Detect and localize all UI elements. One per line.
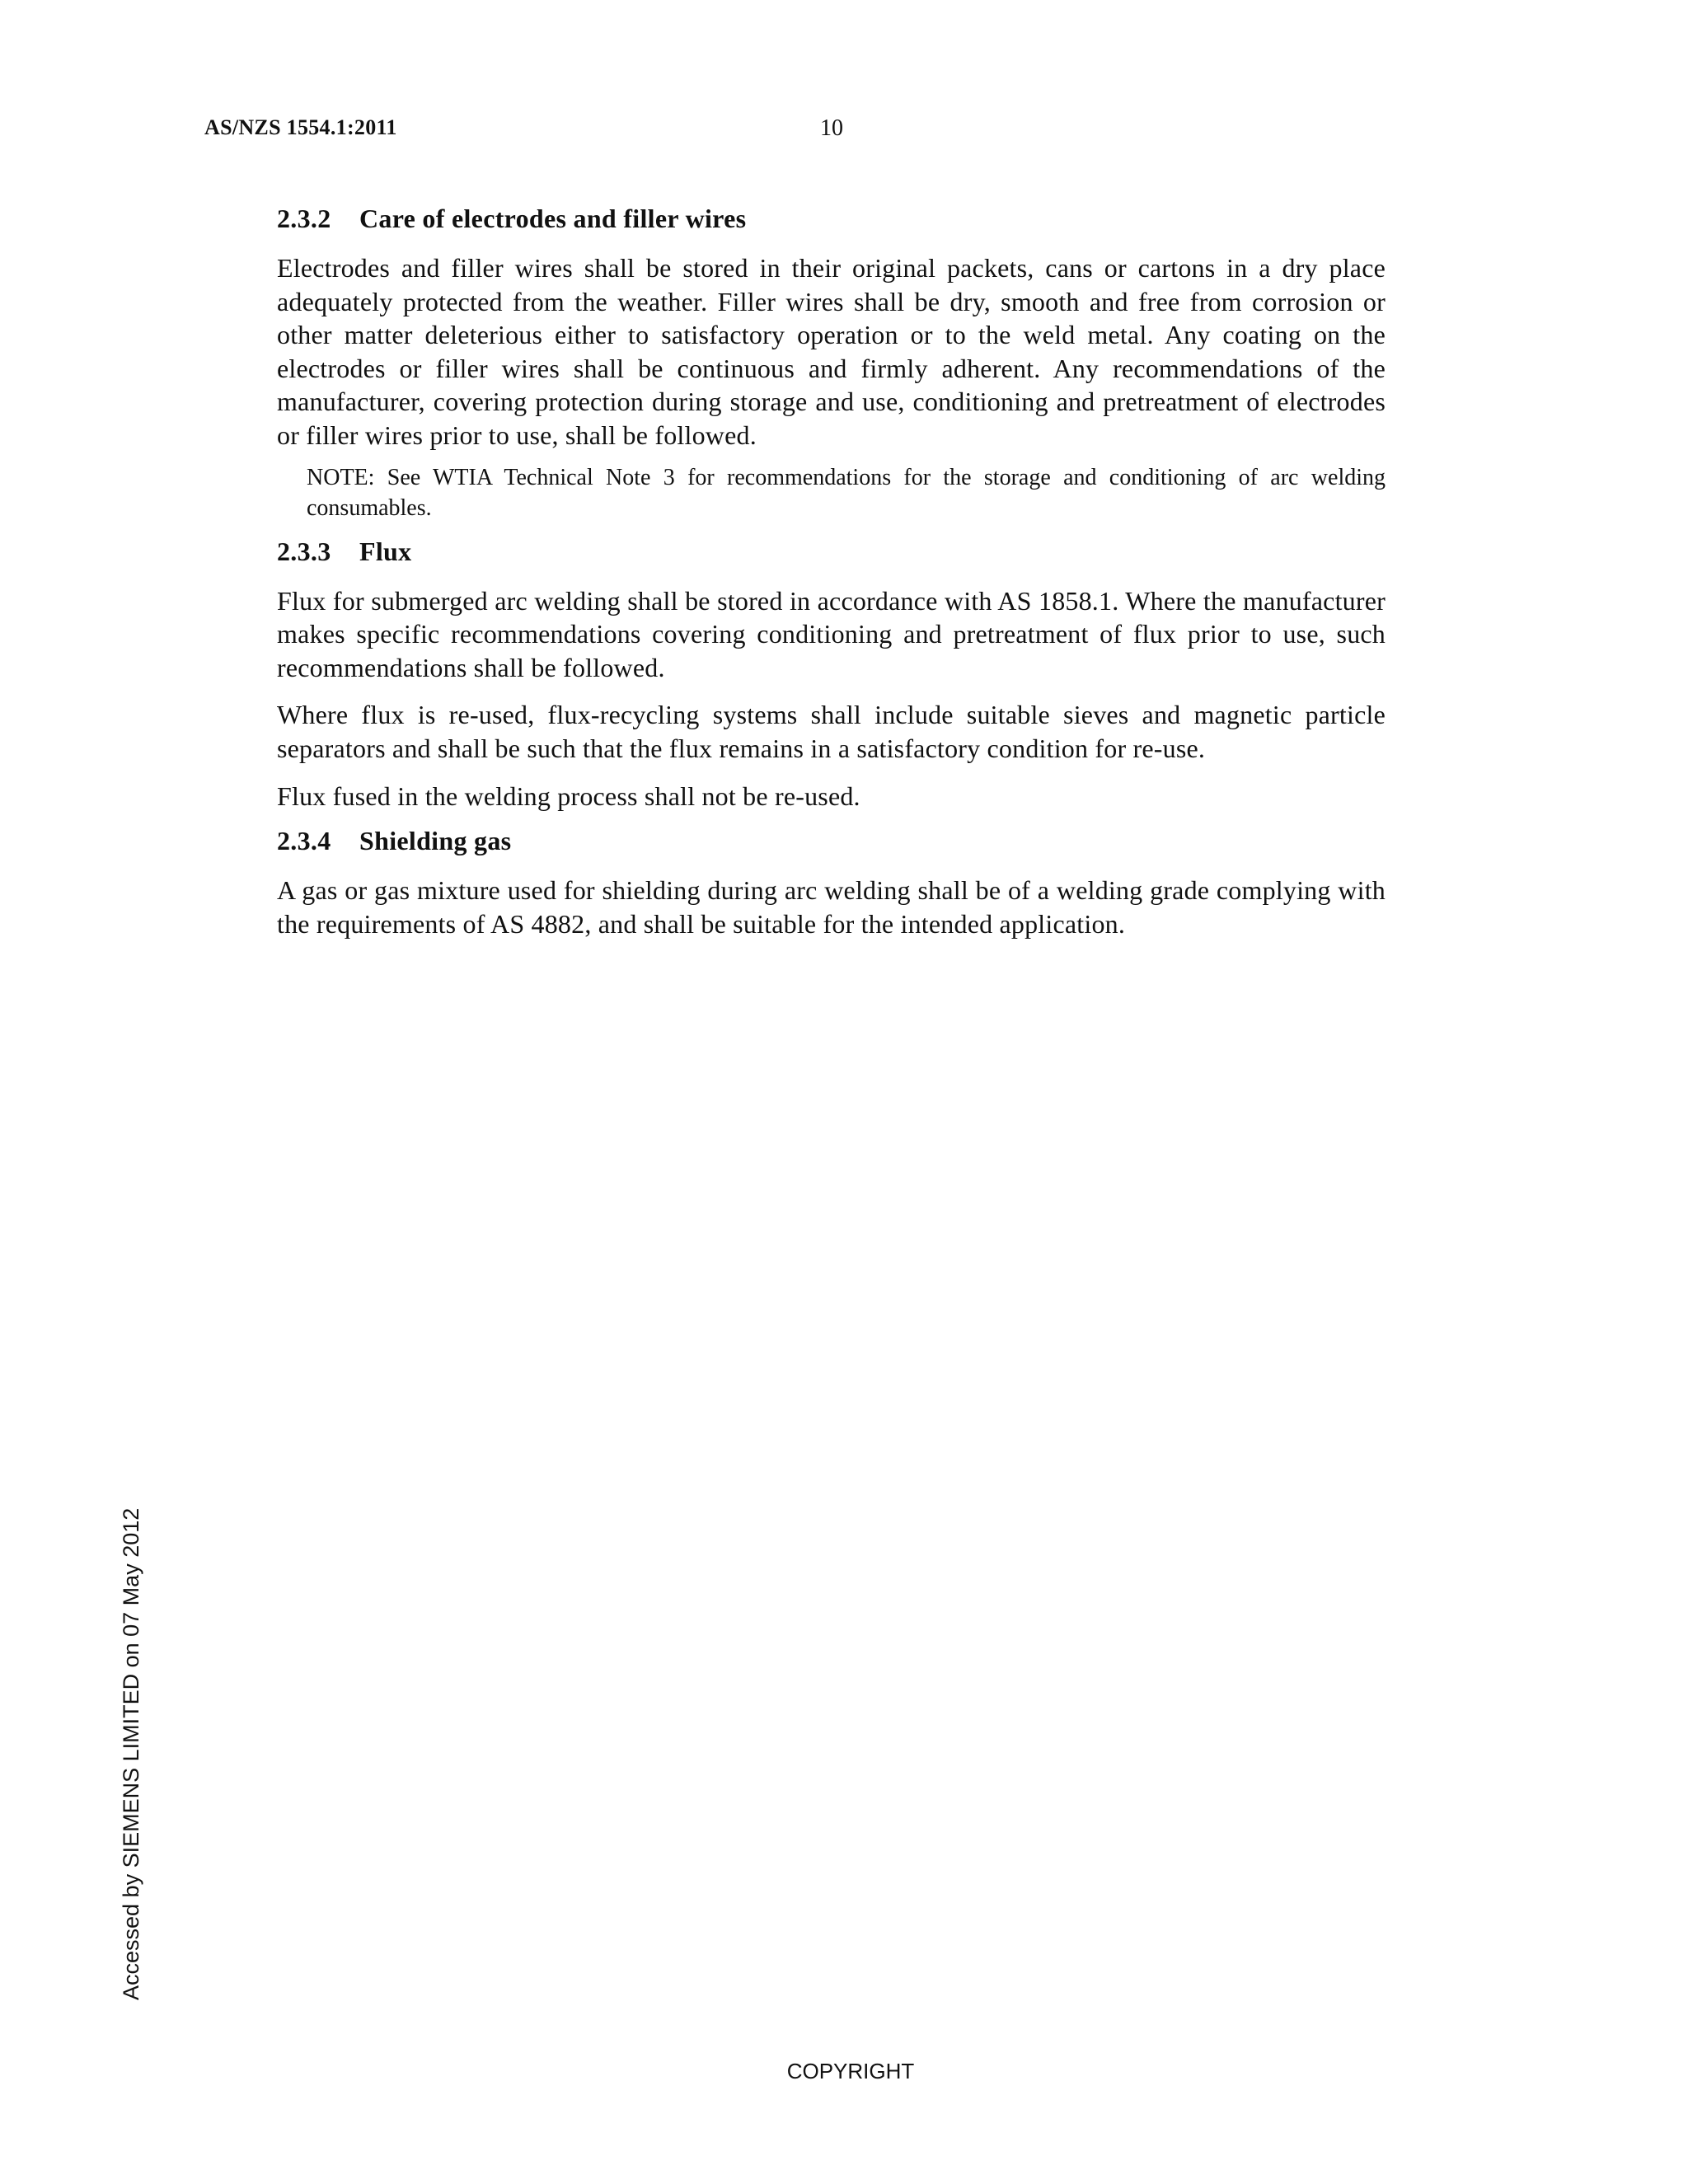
section-paragraph: Electrodes and filler wires shall be stored in their original packets, cans or cartons in a dry place adequately protected from the weather. Filler wires shall be dry, smooth and free from corrosion or other matter deleterious either to satisfactory operation or to the weld metal. Any coating on the electrodes or filler wires shall be continuous and firmly adherent. Any recommendations of the manufacturer, covering protection during storage and use, conditioning and pretreatment of electrodes or filler wires prior to use, shall be followed. <box>277 253 1386 450</box>
section-paragraph: Where flux is re-used, flux-recycling systems shall include suitable sieves and magnetic particle separators and shall be such that the flux remains in a satisfactory condition for re-use. <box>277 700 1386 763</box>
section-paragraph: A gas or gas mixture used for shielding during arc welding shall be of a welding grade complying with the requirements of AS 4882, and shall be suitable for the intended application. <box>277 875 1386 939</box>
access-stamp-text: Accessed by SIEMENS LIMITED on 07 May 2012 <box>119 1507 143 2000</box>
section-number: 2.3.4 <box>277 826 331 856</box>
section-heading-2-3-2 <box>277 202 1386 235</box>
section-number: 2.3.3 <box>277 536 331 566</box>
section-heading-2-3-4 <box>277 824 1386 857</box>
section-title: Care of electrodes and filler wires <box>359 204 747 233</box>
page-number: 10 <box>820 115 843 141</box>
section-paragraph: Flux fused in the welding process shall not be re-used. <box>277 780 860 811</box>
document-body <box>277 202 1386 940</box>
section-note: NOTE: See WTIA Technical Note 3 for recommendations for the storage and conditioning of arc welding consumables. <box>307 464 1386 521</box>
section-number: 2.3.2 <box>277 204 331 233</box>
section-heading-2-3-3 <box>277 535 1386 568</box>
access-stamp <box>119 1507 155 2000</box>
copyright-footer: COPYRIGHT <box>786 2059 915 2083</box>
section-paragraph: Flux for submerged arc welding shall be stored in accordance with AS 1858.1. Where the manufacturer makes specific recommendations covering conditioning and pretreatment of flux prior to use, such recommendations shall be followed. <box>277 585 1386 682</box>
section-title: Shielding gas <box>359 826 512 856</box>
section-title: Flux <box>359 536 412 566</box>
standard-number: AS/NZS 1554.1:2011 <box>204 115 397 139</box>
